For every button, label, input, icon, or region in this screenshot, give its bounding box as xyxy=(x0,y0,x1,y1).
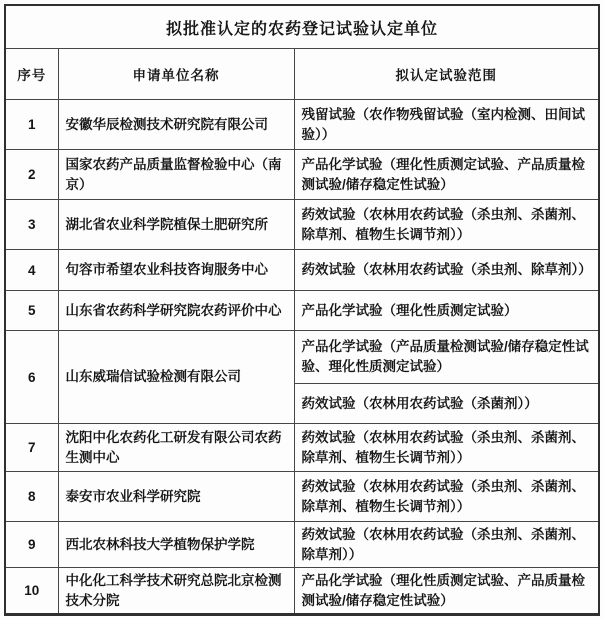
test-scope: 药效试验（农林用农药试验（杀菌剂）） xyxy=(294,384,599,424)
table-row xyxy=(5,150,599,200)
title-row xyxy=(5,5,599,49)
table-row xyxy=(5,424,599,472)
applicant-name: 安徽华辰检测技术研究院有限公司 xyxy=(58,100,294,150)
row-number: 3 xyxy=(5,200,58,250)
table-row xyxy=(5,472,599,522)
header-row xyxy=(5,49,599,100)
table-row xyxy=(5,291,599,331)
applicant-name: 西北农林科技大学植物保护学院 xyxy=(58,522,294,568)
row-number: 2 xyxy=(5,150,58,200)
table-title: 拟批准认定的农药登记试验认定单位 xyxy=(5,5,599,49)
table-row xyxy=(5,568,599,615)
applicant-name: 国家农药产品质量监督检验中心（南京） xyxy=(58,150,294,200)
test-scope: 药效试验（农林用农药试验（杀虫剂、杀菌剂、除草剂）） xyxy=(294,522,599,568)
test-scope: 药效试验（农林用农药试验（杀虫剂、除草剂）） xyxy=(294,250,599,291)
column-header-no: 序号 xyxy=(5,49,58,100)
test-scope: 药效试验（农林用农药试验（杀虫剂、杀菌剂、除草剂、植物生长调节剂）） xyxy=(294,472,599,522)
test-scope: 残留试验（农作物残留试验（室内检测、田间试验）） xyxy=(294,100,599,150)
row-number: 7 xyxy=(5,424,58,472)
table-row xyxy=(5,200,599,250)
column-header-scope: 拟认定试验范围 xyxy=(294,49,599,100)
table-row xyxy=(5,522,599,568)
applicant-name: 湖北省农业科学院植保土肥研究所 xyxy=(58,200,294,250)
test-scope: 药效试验（农林用农药试验（杀虫剂、杀菌剂、除草剂、植物生长调节剂）） xyxy=(294,424,599,472)
applicant-name: 泰安市农业科学研究院 xyxy=(58,472,294,522)
table-row xyxy=(5,100,599,150)
test-scope: 产品化学试验（理化性质测定试验） xyxy=(294,291,599,331)
test-scope: 产品化学试验（产品质量检测试验/储存稳定性试验、理化性质测定试验） xyxy=(294,331,599,384)
applicant-name: 中化化工科学技术研究总院北京检测技术分院 xyxy=(58,568,294,615)
row-number: 5 xyxy=(5,291,58,331)
row-number: 10 xyxy=(5,568,58,615)
applicant-name: 山东省农药科学研究院农药评价中心 xyxy=(58,291,294,331)
table-row xyxy=(5,250,599,291)
applicant-name: 山东威瑞信试验检测有限公司 xyxy=(58,331,294,424)
applicant-name: 沈阳中化农药化工研发有限公司农药生测中心 xyxy=(58,424,294,472)
row-number: 8 xyxy=(5,472,58,522)
accreditation-table xyxy=(4,4,600,616)
row-number: 4 xyxy=(5,250,58,291)
table-row xyxy=(5,331,599,384)
applicant-name: 句容市希望农业科技咨询服务中心 xyxy=(58,250,294,291)
row-number: 6 xyxy=(5,331,58,424)
test-scope: 产品化学试验（理化性质测定试验、产品质量检测试验/储存稳定性试验） xyxy=(294,150,599,200)
row-number: 1 xyxy=(5,100,58,150)
test-scope: 产品化学试验（理化性质测定试验、产品质量检测试验/储存稳定性试验） xyxy=(294,568,599,615)
column-header-name: 申请单位名称 xyxy=(58,49,294,100)
row-number: 9 xyxy=(5,522,58,568)
test-scope: 药效试验（农林用农药试验（杀虫剂、杀菌剂、除草剂、植物生长调节剂）） xyxy=(294,200,599,250)
